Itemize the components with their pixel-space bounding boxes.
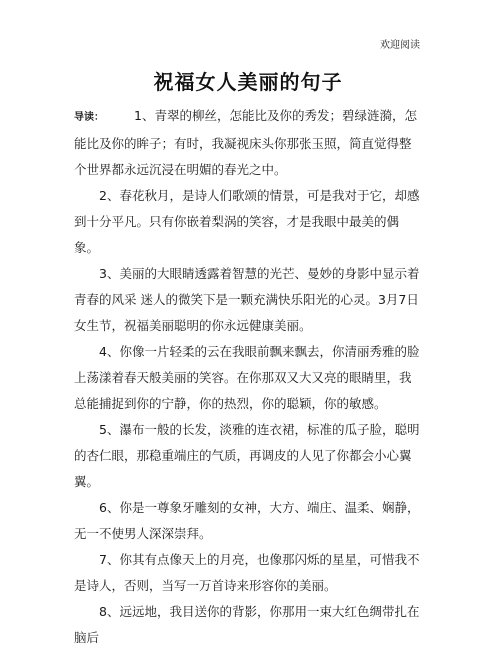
paragraph-6: 6、你是一尊象牙雕刻的女神，大方、端庄、温柔、娴静，无一不使男人深深崇拜。 — [74, 500, 420, 541]
document-title: 祝福女人美丽的句子 — [153, 70, 343, 94]
paragraph-2: 2、春花秋月，是诗人们歌颂的情景，可是我对于它，却感到十分平凡。只有你嵌着梨涡的笑容，才是我眼中最美的偶象。 — [74, 188, 420, 255]
paragraph-3: 3、美丽的大眼睛透露着智慧的光芒、曼妙的身影中显示着青春的风采 迷人的微笑下是一颗充满快乐阳光的心灵。3月7日女生节，祝福美丽聪明的你永远健康美丽。 — [74, 266, 420, 333]
paragraph-text: 1、青翠的柳丝，怎能比及你的秀发；碧绿涟漪，怎能比及你的眸子；有时，我凝视床头你那张玉照，简直觉得整个世界都永远沉浸在明媚的春光之中。 — [74, 108, 417, 177]
header-note: 欢迎阅读 — [380, 40, 420, 51]
lead-label: 导读： — [74, 112, 104, 123]
paragraph-4: 4、你像一片轻柔的云在我眼前飘来飘去，你清丽秀雅的脸上荡漾着春天般美丽的笑容。在你那双又大又亮的眼睛里，我总能捕捉到你的宁静，你的热烈，你的聪颖，你的敏感。 — [74, 344, 420, 411]
article-body — [74, 103, 422, 651]
paragraph-1 — [74, 103, 422, 183]
paragraph-7: 7、你其有点像天上的月亮，也像那闪烁的星星，可惜我不是诗人，否则，当写一万首诗来形容你的美丽。 — [74, 552, 420, 593]
paragraph-5: 5、瀑布一般的长发，淡雅的连衣裙，标准的瓜子脸，聪明的杏仁眼，那稳重端庄的气质，再调皮的人见了你都会小心翼翼。 — [74, 422, 420, 489]
paragraph-8: 8、远远地，我目送你的背影，你那用一束大红色绸带扎在脑后 — [74, 604, 420, 645]
